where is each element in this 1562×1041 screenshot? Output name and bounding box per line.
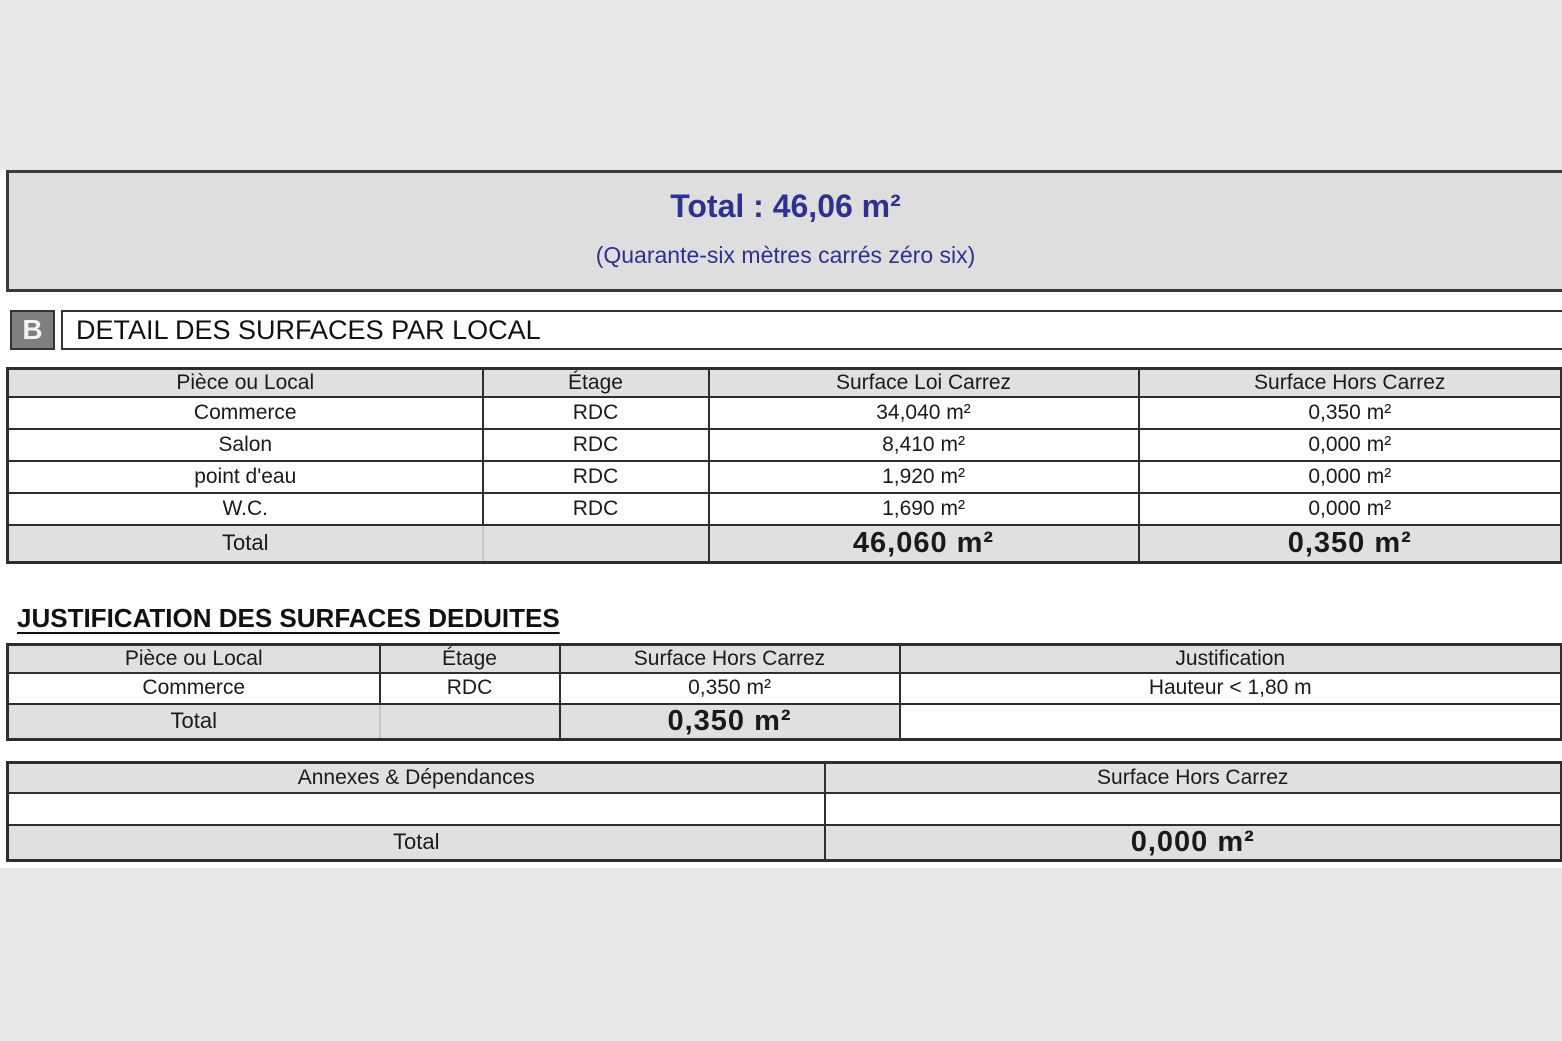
total-row [8, 825, 1562, 861]
justification-table [6, 643, 1562, 741]
cell-etage: RDC [483, 461, 709, 493]
total-value-loi-carrez: 46,060 m² [709, 525, 1139, 563]
empty-cell [900, 704, 1562, 740]
table-row [8, 793, 1562, 825]
table-row [8, 397, 1562, 429]
empty-cell [8, 793, 825, 825]
table-row [8, 461, 1562, 493]
empty-cell [380, 704, 560, 740]
annexes-table-header-row [8, 763, 1562, 793]
table-row [8, 673, 1562, 704]
section-b-header [10, 310, 1562, 350]
table-row [8, 493, 1562, 525]
column-header-hors-carrez: Surface Hors Carrez [825, 763, 1562, 793]
column-header-justification: Justification [900, 645, 1562, 673]
cell-piece: point d'eau [8, 461, 483, 493]
page-margin-top [0, 0, 1562, 170]
total-row [8, 525, 1562, 563]
empty-cell [483, 525, 709, 563]
table-row [8, 429, 1562, 461]
cell-hors-carrez: 0,000 m² [1139, 429, 1562, 461]
cell-loi-carrez: 8,410 m² [709, 429, 1139, 461]
column-header-annexes: Annexes & Dépendances [8, 763, 825, 793]
total-value-hors-carrez: 0,350 m² [1139, 525, 1562, 563]
cell-loi-carrez: 1,690 m² [709, 493, 1139, 525]
column-header-piece: Pièce ou Local [8, 369, 483, 397]
total-value-hors-carrez: 0,000 m² [825, 825, 1562, 861]
column-header-hors-carrez: Surface Hors Carrez [1139, 369, 1562, 397]
cell-loi-carrez: 1,920 m² [709, 461, 1139, 493]
surfaces-table [6, 367, 1562, 564]
annexes-table [6, 761, 1562, 862]
justification-table-header-row [8, 645, 1562, 673]
section-b-title: DETAIL DES SURFACES PAR LOCAL [61, 310, 1562, 350]
column-header-hors-carrez: Surface Hors Carrez [560, 645, 900, 673]
cell-piece: W.C. [8, 493, 483, 525]
cell-hors-carrez: 0,350 m² [560, 673, 900, 704]
cell-etage: RDC [483, 429, 709, 461]
cell-hors-carrez: 0,350 m² [1139, 397, 1562, 429]
page-margin-bottom [0, 868, 1562, 1041]
empty-cell [825, 793, 1562, 825]
cell-loi-carrez: 34,040 m² [709, 397, 1139, 429]
total-row [8, 704, 1562, 740]
column-header-etage: Étage [483, 369, 709, 397]
total-label: Total [8, 825, 825, 861]
section-b-badge: B [10, 310, 55, 350]
total-in-words: (Quarante-six mètres carrés zéro six) [595, 242, 976, 268]
total-value-heading: Total : 46,06 m² [670, 188, 901, 224]
cell-piece: Commerce [8, 673, 380, 704]
surfaces-table-header-row [8, 369, 1562, 397]
cell-justification: Hauteur < 1,80 m [900, 673, 1562, 704]
column-header-piece: Pièce ou Local [8, 645, 380, 673]
cell-piece: Salon [8, 429, 483, 461]
total-value-hors-carrez: 0,350 m² [560, 704, 900, 740]
total-label: Total [8, 525, 483, 563]
cell-etage: RDC [483, 493, 709, 525]
cell-etage: RDC [380, 673, 560, 704]
justification-section-title: JUSTIFICATION DES SURFACES DEDUITES [17, 603, 560, 633]
total-summary-box [6, 170, 1562, 292]
column-header-etage: Étage [380, 645, 560, 673]
cell-hors-carrez: 0,000 m² [1139, 461, 1562, 493]
cell-etage: RDC [483, 397, 709, 429]
column-header-loi-carrez: Surface Loi Carrez [709, 369, 1139, 397]
cell-hors-carrez: 0,000 m² [1139, 493, 1562, 525]
cell-piece: Commerce [8, 397, 483, 429]
total-label: Total [8, 704, 380, 740]
